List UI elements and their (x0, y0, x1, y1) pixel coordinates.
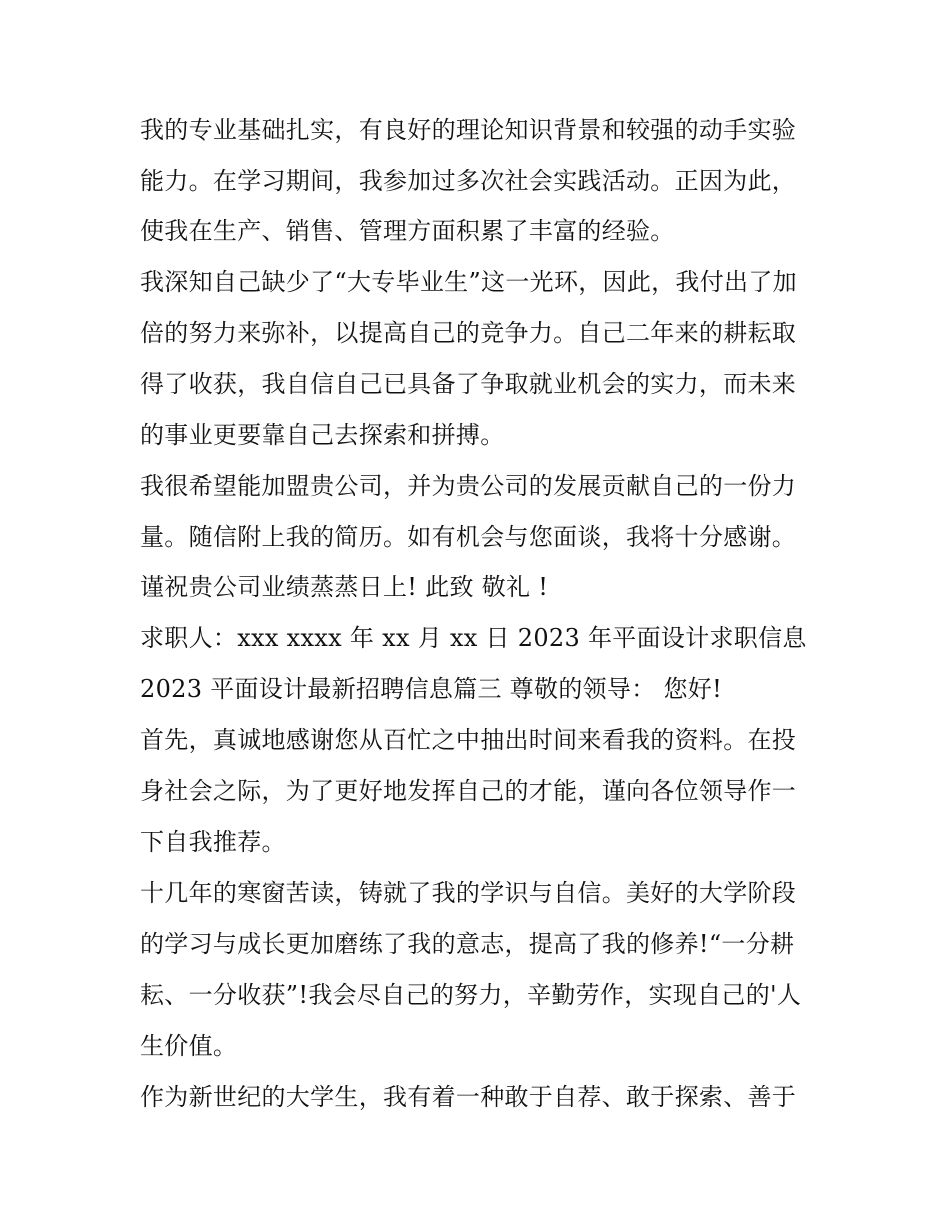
text-line: 作为新世纪的大学生，我有着一种敢于自荐、敢于探索、善于 (140, 1083, 797, 1111)
text-line: 使我在生产、销售、管理方面积累了丰富的经验。 (140, 217, 675, 245)
text-line: 生价值。 (140, 1032, 238, 1060)
text-line: 我深知自己缺少了“大专毕业生”这一光环，因此，我付出了加 (140, 268, 797, 296)
text-line: 的事业更要靠自己去探索和拼搏。 (140, 421, 505, 449)
text-line: 能力。在学习期间，我参加过多次社会实践活动。正因为此， (140, 167, 797, 195)
text-line: 量。随信附上我的简历。如有机会与您面谈，我将十分感谢。 (140, 523, 797, 551)
text-line: 我的专业基础扎实，有良好的理论知识背景和较强的动手实验 (140, 116, 797, 144)
text-line: 耘、一分收获”!我会尽自己的努力，辛勤劳作，实现自己的'人 (140, 981, 802, 1009)
text-line: 我很希望能加盟贵公司，并为贵公司的发展贡献自己的一份力 (140, 472, 797, 500)
text-line: 得了收获，我自信自己已具备了争取就业机会的实力，而未来 (140, 370, 797, 398)
text-line: 倍的努力来弥补，以提高自己的竞争力。自己二年来的耕耘取 (140, 319, 797, 347)
text-line: 求职人：xxx xxxx 年 xx 月 xx 日 2023 年平面设计求职信息 (140, 624, 807, 652)
text-line: 的学习与成长更加磨练了我的意志，提高了我的修养!“一分耕 (140, 930, 795, 958)
text-line: 首先，真诚地感谢您从百忙之中抽出时间来看我的资料。在投 (140, 726, 797, 754)
text-line: 谨祝贵公司业绩蒸蒸日上! 此致 敬礼 ! (140, 573, 549, 601)
text-line: 十几年的寒窗苦读，铸就了我的学识与自信。美好的大学阶段 (140, 879, 797, 907)
text-line: 2023 平面设计最新招聘信息篇三 尊敬的领导： 您好! (140, 675, 723, 703)
text-line: 身社会之际，为了更好地发挥自己的才能，谨向各位领导作一 (140, 777, 797, 805)
text-line: 下自我推荐。 (140, 828, 286, 856)
